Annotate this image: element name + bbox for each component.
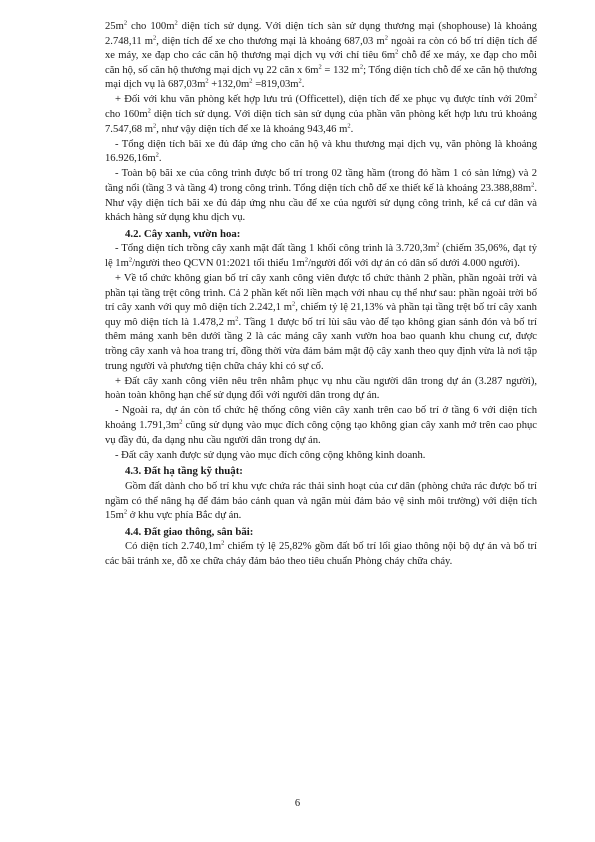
superscript: 2 <box>205 77 209 85</box>
text-run: + Đất cây xanh công viên nêu trên nhằm phục vụ nhu cầu người dân trong dự án (3.287 người), hoàn toàn không hạn chế sử dụng đối với người dân trong dự án. <box>105 375 537 402</box>
superscript: 2 <box>249 77 253 85</box>
paragraph-traffic-yard <box>105 540 537 569</box>
superscript: 2 <box>221 539 225 547</box>
text-run: - Tổng diện tích bãi xe đủ đáp ứng cho căn hộ và khu thương mại dịch vụ, văn phòng là khoảng 16.926,16m <box>105 138 537 165</box>
superscript: 2 <box>359 63 364 71</box>
text-run: , diện tích để xe cho thương mại là khoảng 687,03 m <box>156 35 385 47</box>
superscript: 2 <box>123 19 128 27</box>
paragraph-green-rooftop <box>105 404 537 448</box>
paragraph-green-organization <box>105 272 537 374</box>
text-run: . <box>301 79 305 91</box>
text-run: - Đất cây xanh được sử dụng vào mục đích công cộng không kinh doanh. <box>115 449 426 461</box>
superscript: 2 <box>179 418 183 426</box>
text-run: cũng sử dụng vào mục đích công cộng tạo không gian cây xanh mở trên cao phục vụ đầy đủ, đa dạng nhu cầu người dân trong dự án. <box>105 420 537 446</box>
heading-technical-infrastructure: 4.3. Đất hạ tầng kỹ thuật: <box>125 465 243 478</box>
text-run: . Tầng 1 được bố trí lùi sâu vào để tạo không gian sảnh đón và bố trí thêm mảng xanh bên dưới tầng 2 là các mảng cây xanh vườn hoa bao quanh khu chung cư, được trồng cây xanh và hoa trang trí, đồng thời vừa đảm bảm mật độ cây xanh theo quy định vừa là nơi tập trung người và phương tiện chữa cháy khi có sự cố. <box>105 316 537 372</box>
text-run: , chiếm tỷ lệ 21,13% và phần tại tầng trệt bố trí cây xanh quy mô diện tích là 1.478,2 m <box>105 302 537 328</box>
paragraph-parking-officetel <box>105 93 537 137</box>
text-run: = 132 m <box>321 64 360 76</box>
heading-traffic-yard: 4.4. Đất giao thông, sân bãi: <box>125 525 254 538</box>
text-run: . Như vậy diện tích bãi xe đủ đáp ứng nhu cầu để xe của người sử dụng công trình, kể cả cư dân và khách hàng sử dụng khu dịch vụ. <box>105 183 537 224</box>
text-run: . <box>158 153 162 165</box>
superscript: 2 <box>155 151 159 159</box>
superscript: 2 <box>533 92 537 100</box>
superscript: 2 <box>436 241 440 249</box>
text-run: ở khu vực phía Bắc dự án. <box>127 510 242 522</box>
text-run: cho 100m <box>127 21 175 32</box>
paragraph-parking-shophouse <box>105 20 537 93</box>
paragraph-green-public <box>105 375 537 404</box>
superscript: 2 <box>531 181 535 189</box>
superscript: 2 <box>304 256 308 264</box>
text-run: - Tổng diện tích trồng cây xanh mặt đất tầng 1 khối công trình là 3.720,3m <box>115 243 437 255</box>
text-run: /người theo QCVN 01:2021 tối thiểu 1m <box>132 258 305 269</box>
superscript: 2 <box>291 300 296 308</box>
superscript: 2 <box>152 122 157 130</box>
paragraph-technical-infrastructure <box>105 480 537 524</box>
text-run: ; Tổng diện tích chỗ để xe căn hộ thương mại dịch vụ là 687,03m <box>105 64 537 91</box>
superscript: 2 <box>395 48 399 56</box>
text-run: diện tích sử dụng. Với diện tích sàn sử dụng của phần văn phòng kết hợp lưu trú khoảng 7.547,68 m <box>105 109 537 135</box>
text-run: ngoài ra còn có bố trí diện tích để xe máy, xe đạp cho các căn hộ thương mại dịch vụ với chỉ tiêu 6m <box>105 35 538 62</box>
text-run: chiếm tỷ lệ 25,82% gồm đất bố trí lối giao thông nội bộ dự án và bố trí các bãi tránh xe, đỗ xe chữa cháy đảm bảo theo tiêu chuẩn Phòng cháy chữa cháy. <box>105 541 537 567</box>
text-run: - Ngoài ra, dự án còn tổ chức hệ thống công viên cây xanh trên cao bố trí ở tầng 6 với diện tích khoảng 1.791,3m <box>105 405 537 432</box>
text-run: + Về tổ chức không gian bố trí cây xanh công viên được tổ chức thành 2 phần, phần ngoài trời và phần tại tầng trệt công trình. Cả 2 phần kết nối liền mạch với nhau cụ thể như sau: phần ngoài trời bố trí cây xanh với quy mô diện tích 2.242,1 m <box>105 273 537 314</box>
superscript: 2 <box>123 508 128 516</box>
heading-green-space: 4.2. Cây xanh, vườn hoa: <box>125 227 241 240</box>
superscript: 2 <box>347 122 351 130</box>
text-run: 25m <box>105 21 124 32</box>
text-run: Có diện tích 2.740,1m <box>125 541 222 553</box>
paragraph-green-noncommercial <box>105 449 537 464</box>
paragraph-green-total <box>105 242 537 271</box>
superscript: 2 <box>147 107 151 115</box>
text-run: . <box>350 123 354 135</box>
text-run: - Toàn bộ bãi xe của công trình được bố trí trong 02 tầng hầm (trong đó hầm 1 có sàn lửng) và 2 tầng nổi (tầng 3 và tầng 4) trong công trình. Tổng diện tích chỗ để xe thiết kế là khoảng 23.388,88m <box>105 168 537 195</box>
superscript: 2 <box>174 19 178 27</box>
document-body <box>105 20 537 570</box>
text-run: diện tích sử dụng. Với diện tích sàn sử dụng thương mại (shophouse) là khoảng 2.748,11 m <box>105 21 537 47</box>
paragraph-parking-total <box>105 138 537 167</box>
text-run: + Đối với khu văn phòng kết hợp lưu trú (Officettel), diện tích để xe phục vụ được tính với 20m <box>115 94 534 106</box>
superscript: 2 <box>298 77 302 85</box>
superscript: 2 <box>128 256 133 264</box>
superscript: 2 <box>318 63 322 71</box>
superscript: 2 <box>153 34 157 42</box>
text-run: , như vậy diện tích để xe là khoảng 943,46 m <box>156 123 348 135</box>
superscript: 2 <box>384 34 388 42</box>
text-run: (chiếm 35,06%, đạt tỷ lệ 1m <box>105 243 537 269</box>
superscript: 2 <box>235 315 239 323</box>
page-number: 6 <box>294 798 301 809</box>
text-run: cho 160m <box>105 109 148 121</box>
text-run: Gồm đất dành cho bố trí khu vực chứa rác thải sinh hoạt của cư dân (phòng chứa rác được bố trí ngầm có thể nâng hạ để đảm bảo cảnh quan và ngăn mùi đảm bảo vệ sinh môi trường) với diện tích 15m <box>105 480 537 522</box>
paragraph-parking-layout <box>105 167 537 225</box>
text-run: =819,03m <box>252 79 299 91</box>
text-run: /người đối với dự án có dân số dưới 4.000 người). <box>307 258 520 269</box>
text-run: chỗ để xe máy, xe đạp cho mỗi căn hộ, số căn hộ thương mại dịch vụ 22 căn x 6m <box>105 50 537 76</box>
text-run: +132,0m <box>208 79 250 91</box>
